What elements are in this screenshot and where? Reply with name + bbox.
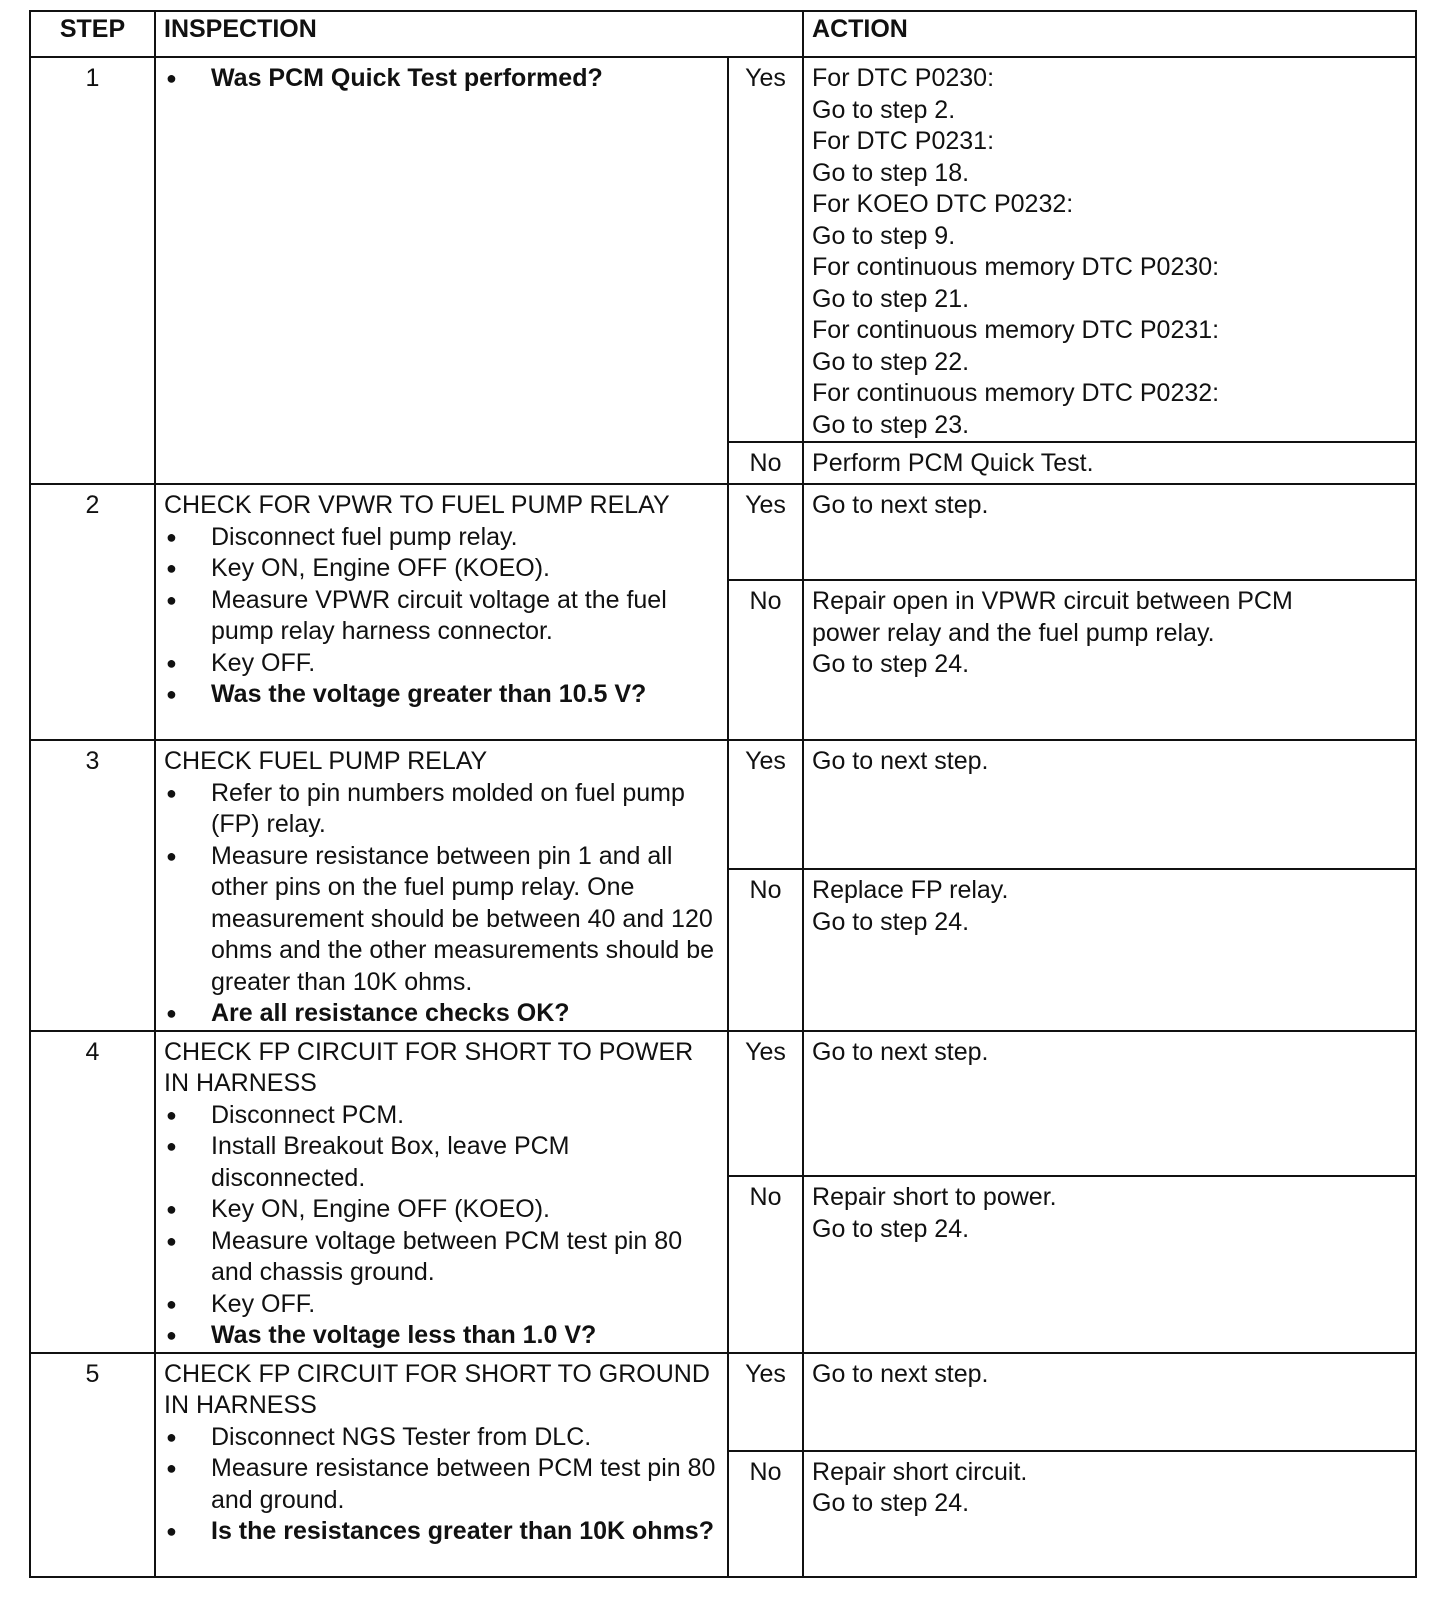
inspection-bullet <box>164 63 719 95</box>
no-action <box>803 1451 1416 1577</box>
inspection-title: CHECK FP CIRCUIT FOR SHORT TO GROUND IN HARNESS <box>164 1359 710 1419</box>
yes-answer: Yes <box>728 740 803 869</box>
step-number: 2 <box>30 484 155 740</box>
bullet-text: Key ON, Engine OFF (KOEO). <box>211 1195 550 1223</box>
diagnostic-table <box>29 10 1417 1578</box>
bullet-text: Measure resistance between pin 1 and all other pins on the fuel pump relay. One measurement should be between 40 and 120 ohms and the other measurements should be greater than 10K ohms. <box>211 841 715 996</box>
step-number: 1 <box>30 57 155 484</box>
inspection-bullet <box>164 1194 719 1226</box>
action-line: Go to next step. <box>812 1359 989 1388</box>
no-answer: No <box>728 580 803 740</box>
bullet-text: Was the voltage greater than 10.5 V? <box>211 680 647 708</box>
action-line: Repair open in VPWR circuit between PCM <box>812 587 1293 615</box>
action-line: Go to step 18. <box>812 158 970 187</box>
inspection-title: CHECK FOR VPWR TO FUEL PUMP RELAY <box>164 491 670 519</box>
bullet-text: Was the voltage less than 1.0 V? <box>211 1321 597 1349</box>
bullet-text: Disconnect PCM. <box>211 1100 405 1129</box>
action-line: Go to next step. <box>812 491 989 519</box>
inspection-title: CHECK FP CIRCUIT FOR SHORT TO POWER IN HARNESS <box>164 1037 694 1097</box>
bullet-icon: ● <box>166 1104 177 1125</box>
action-line: Perform PCM Quick Test. <box>812 449 1094 477</box>
inspection-header: INSPECTION <box>155 11 803 57</box>
action-line: Repair short to power. <box>812 1183 1057 1212</box>
inspection-bullet <box>164 998 719 1030</box>
step-number: 4 <box>30 1031 155 1353</box>
no-answer: No <box>728 442 803 484</box>
action-line: Go to step 21. <box>812 284 970 313</box>
action-line: Go to step 2. <box>812 95 956 124</box>
bullet-text: Key OFF. <box>211 1289 316 1318</box>
step-number: 5 <box>30 1353 155 1577</box>
inspection-title: CHECK FUEL PUMP RELAY <box>164 747 488 775</box>
inspection-bullet <box>164 1422 719 1454</box>
action-header: ACTION <box>803 11 1416 57</box>
no-action <box>803 869 1416 1030</box>
no-action <box>803 580 1416 740</box>
action-line: power relay and the fuel pump relay. <box>812 618 1215 647</box>
bullet-icon: ● <box>166 558 177 578</box>
action-line: For DTC P0230: <box>812 64 995 92</box>
inspection-bullet <box>164 1516 719 1548</box>
bullet-icon: ● <box>166 1230 177 1251</box>
bullet-text: Was PCM Quick Test performed? <box>211 64 603 92</box>
action-line: For DTC P0231: <box>812 127 995 155</box>
action-line: Go to step 22. <box>812 347 970 376</box>
action-line: For continuous memory DTC P0232: <box>812 379 1220 407</box>
bullet-icon: ● <box>166 845 177 866</box>
inspection-bullet <box>164 1226 719 1289</box>
inspection-bullet <box>164 679 719 711</box>
action-line: Go to step 24. <box>812 1489 970 1517</box>
inspection-bullet <box>164 1289 719 1321</box>
inspection-bullet <box>164 1320 719 1352</box>
bullet-icon: ● <box>166 526 177 547</box>
inspection-bullets <box>164 63 719 95</box>
bullet-icon: ● <box>166 1458 177 1478</box>
inspection-bullets <box>164 1422 719 1548</box>
inspection-bullet <box>164 1100 719 1132</box>
inspection-bullets <box>164 778 719 1030</box>
bullet-icon: ● <box>166 1199 177 1219</box>
bullet-icon: ● <box>166 68 177 88</box>
inspection-bullet <box>164 553 719 585</box>
bullet-icon: ● <box>166 589 177 610</box>
bullet-text: Measure voltage between PCM test pin 80 and chassis ground. <box>211 1226 683 1286</box>
yes-action <box>803 1031 1416 1177</box>
bullet-text: Key OFF. <box>211 648 316 677</box>
bullet-text: Are all resistance checks OK? <box>211 999 570 1027</box>
action-line: Go to next step. <box>812 747 989 775</box>
step-row-2-yes <box>30 484 1416 580</box>
inspection-bullet <box>164 585 719 648</box>
inspection-bullets <box>164 522 719 711</box>
inspection-bullet <box>164 778 719 841</box>
bullet-icon: ● <box>166 1426 177 1447</box>
inspection-cell <box>155 1031 728 1353</box>
step-row-1-yes <box>30 57 1416 442</box>
yes-action <box>803 740 1416 869</box>
inspection-cell <box>155 57 728 484</box>
inspection-bullet <box>164 1131 719 1194</box>
yes-action <box>803 57 1416 442</box>
inspection-cell <box>155 484 728 740</box>
inspection-bullet <box>164 522 719 554</box>
yes-answer: Yes <box>728 1353 803 1451</box>
yes-answer: Yes <box>728 484 803 580</box>
bullet-text: Measure VPWR circuit voltage at the fuel pump relay harness connector. <box>211 585 667 645</box>
bullet-text: Measure resistance between PCM test pin 80 and ground. <box>211 1454 716 1514</box>
action-line: For continuous memory DTC P0230: <box>812 253 1220 281</box>
bullet-icon: ● <box>166 652 177 673</box>
bullet-text: Refer to pin numbers molded on fuel pump (FP) relay. <box>211 778 685 838</box>
no-answer: No <box>728 869 803 1030</box>
yes-action <box>803 1353 1416 1451</box>
bullet-text: Disconnect fuel pump relay. <box>211 522 518 551</box>
action-line: Go to next step. <box>812 1037 989 1066</box>
inspection-bullets <box>164 1100 719 1352</box>
action-line: For KOEO DTC P0232: <box>812 190 1074 218</box>
action-line: Replace FP relay. <box>812 876 1009 905</box>
action-line: Go to step 24. <box>812 1214 970 1243</box>
action-line: Go to step 24. <box>812 650 970 678</box>
bullet-icon: ● <box>166 1293 177 1314</box>
action-line: Repair short circuit. <box>812 1457 1028 1486</box>
action-line: For continuous memory DTC P0231: <box>812 316 1220 344</box>
bullet-icon: ● <box>166 782 177 803</box>
inspection-bullet <box>164 841 719 999</box>
step-row-5-yes <box>30 1353 1416 1451</box>
no-action <box>803 442 1416 484</box>
inspection-cell <box>155 1353 728 1577</box>
bullet-icon: ● <box>166 1136 177 1156</box>
bullet-icon: ● <box>166 1003 177 1023</box>
action-line: Go to step 24. <box>812 907 970 936</box>
inspection-cell <box>155 740 728 1031</box>
header-row <box>30 11 1416 57</box>
inspection-bullet <box>164 1453 719 1516</box>
action-line: Go to step 9. <box>812 221 956 250</box>
bullet-icon: ● <box>166 1521 177 1541</box>
bullet-text: Is the resistances greater than 10K ohms? <box>211 1517 714 1545</box>
inspection-bullet <box>164 648 719 680</box>
bullet-text: Install Breakout Box, leave PCM disconnected. <box>211 1132 570 1192</box>
no-answer: No <box>728 1451 803 1577</box>
no-action <box>803 1176 1416 1352</box>
action-line: Go to step 23. <box>812 410 970 439</box>
step-row-3-yes <box>30 740 1416 869</box>
yes-answer: Yes <box>728 57 803 442</box>
bullet-text: Key ON, Engine OFF (KOEO). <box>211 554 550 582</box>
step-header: STEP <box>30 11 155 57</box>
yes-action <box>803 484 1416 580</box>
step-row-4-yes <box>30 1031 1416 1177</box>
bullet-icon: ● <box>166 684 177 704</box>
step-number: 3 <box>30 740 155 1031</box>
yes-answer: Yes <box>728 1031 803 1177</box>
bullet-icon: ● <box>166 1325 177 1345</box>
no-answer: No <box>728 1176 803 1352</box>
bullet-text: Disconnect NGS Tester from DLC. <box>211 1422 592 1451</box>
